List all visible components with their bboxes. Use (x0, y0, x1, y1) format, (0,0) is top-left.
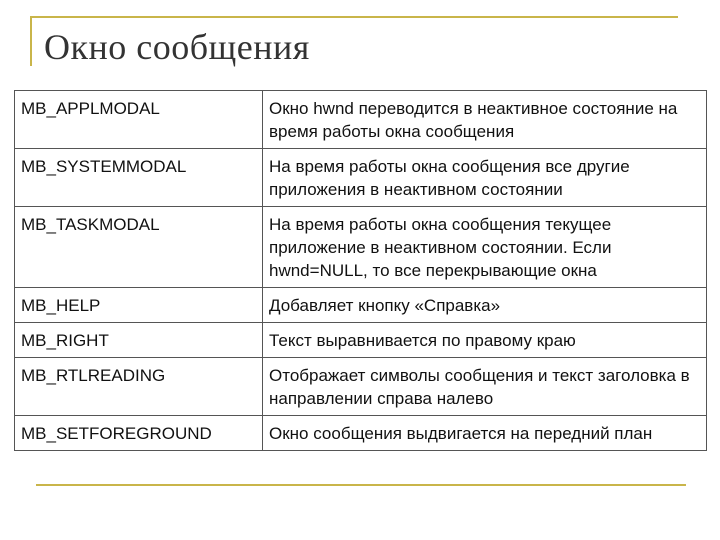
flag-description: Окно hwnd переводится в неактивное состояние на время работы окна сообщения (263, 91, 707, 149)
flag-name: MB_SYSTEMMODAL (15, 149, 263, 207)
flag-description: Окно сообщения выдвигается на передний план (263, 416, 707, 451)
message-box-flags-table (14, 90, 707, 451)
slide-title: Окно сообщения (44, 27, 310, 67)
table-row (15, 323, 707, 358)
table-row (15, 91, 707, 149)
flag-description: Добавляет кнопку «Справка» (263, 288, 707, 323)
table-row (15, 207, 707, 288)
table-row (15, 416, 707, 451)
bottom-accent-rule (36, 484, 686, 486)
flag-name: MB_RIGHT (15, 323, 263, 358)
left-accent-rule (30, 16, 32, 66)
top-accent-rule (30, 16, 678, 18)
flag-description: Отображает символы сообщения и текст заголовка в направлении справа налево (263, 358, 707, 416)
flag-name: MB_SETFOREGROUND (15, 416, 263, 451)
flag-name: MB_RTLREADING (15, 358, 263, 416)
flag-name: MB_HELP (15, 288, 263, 323)
flag-name: MB_APPLMODAL (15, 91, 263, 149)
table-row (15, 288, 707, 323)
table-row (15, 358, 707, 416)
flag-name: MB_TASKMODAL (15, 207, 263, 288)
table-row (15, 149, 707, 207)
flag-description: На время работы окна сообщения текущее приложение в неактивном состоянии. Если hwnd=NULL, то все перекрывающие окна (263, 207, 707, 288)
flag-description: На время работы окна сообщения все другие приложения в неактивном состоянии (263, 149, 707, 207)
flag-description: Текст выравнивается по правому краю (263, 323, 707, 358)
